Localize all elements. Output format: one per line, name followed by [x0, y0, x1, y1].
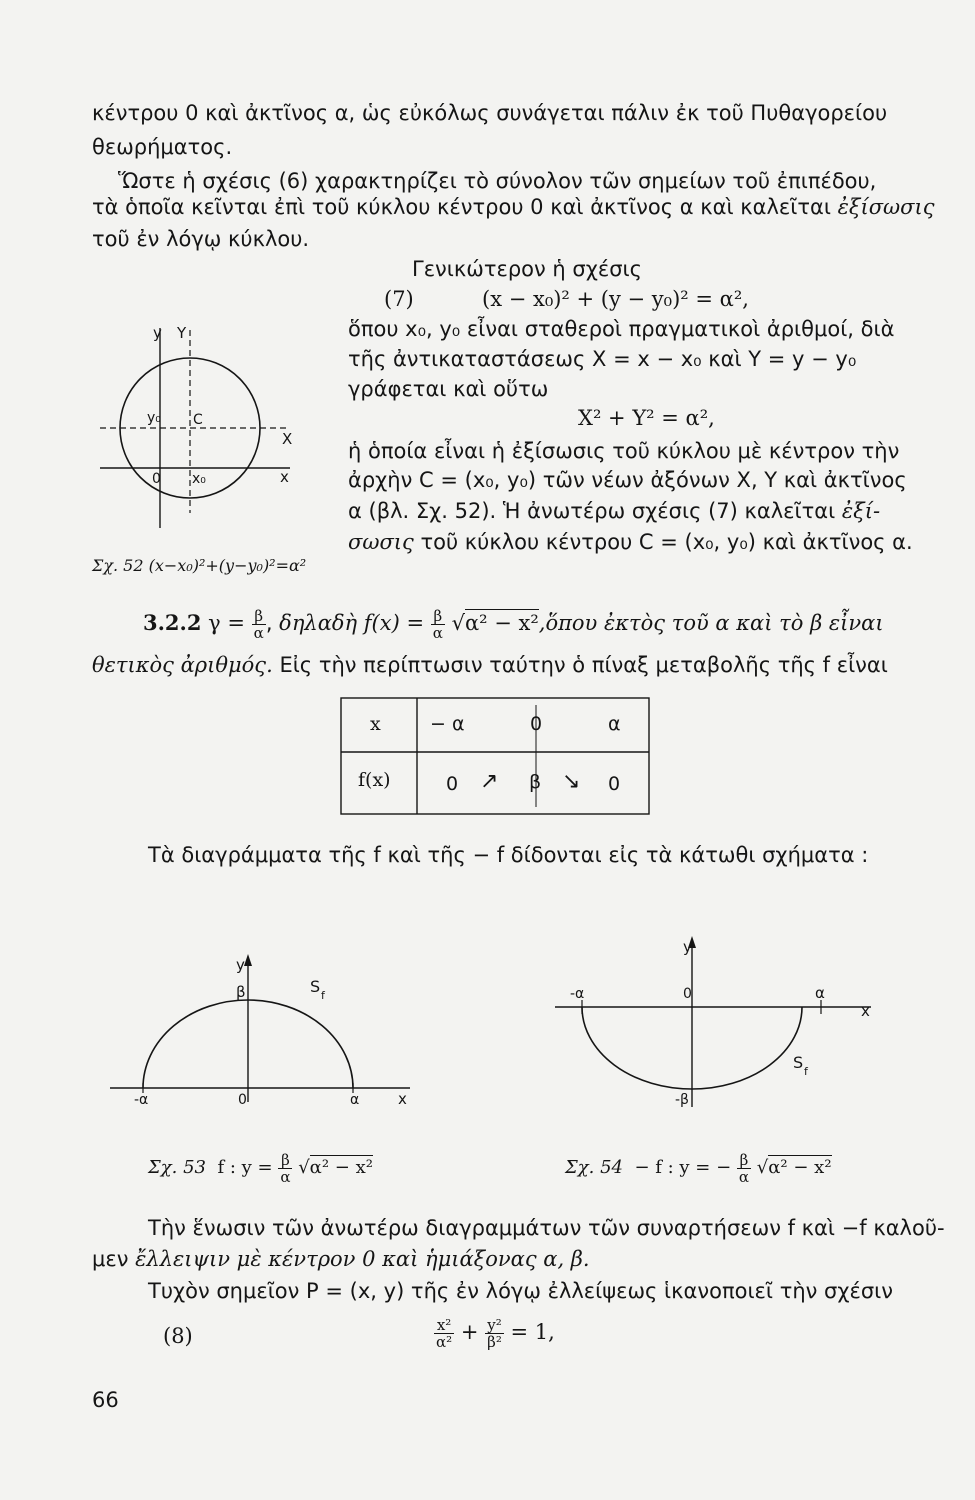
fraction-beta-alpha: [737, 1152, 751, 1185]
frac-num: y²: [485, 1317, 504, 1334]
section-number: 3.2.2: [143, 610, 202, 635]
label-zero: 0: [683, 986, 692, 1002]
sqrt-body: α² − x²: [768, 1157, 832, 1178]
caption-text: − f : y = −: [634, 1157, 732, 1178]
text-span: Εἰς τὴν περίπτωσιν ταύτην ὁ πίναξ μεταβολῆς τῆς f εἶναι: [279, 653, 888, 677]
table-cell-neg-a: − α: [430, 713, 465, 735]
text-line: γράφεται καὶ οὕτω: [348, 377, 549, 401]
fraction-y2-b2: [485, 1317, 504, 1350]
frac-den: α: [738, 1167, 750, 1186]
label-S-sub: f: [321, 989, 325, 1002]
text-line: Γενικώτερον ἡ σχέσις: [412, 257, 642, 281]
frac-num: β: [431, 608, 445, 625]
equation-7-label: (7): [384, 287, 414, 311]
label-y0: y₀: [147, 410, 161, 426]
section-3-2-2-line: 3.2.2 γ = $\frac{\beta}{\alpha}$ , δηλαδὴ f(x) = $\frac{\beta}{\alpha}$ √α² − x²,ὅπου ἐκτὸς τοῦ α καὶ τὸ β εἶναι: [143, 606, 884, 642]
text-span: α (βλ. Σχ. 52). Ἡ ἀνωτέρω σχέσις (7) καλεῖται: [348, 499, 836, 523]
fraction-beta-alpha: [278, 1152, 292, 1185]
table-cell-val: 0: [608, 773, 621, 795]
label-x: x: [861, 1002, 870, 1020]
frac-den: β²: [487, 1333, 502, 1351]
text-line: [92, 652, 888, 678]
equation-7: (x − x₀)² + (y − y₀)² = α²,: [482, 287, 749, 311]
figure-52-caption: Σχ. 52 (x−x₀)²+(y−y₀)²=α²: [92, 556, 307, 575]
y-arrow-icon: [244, 954, 252, 966]
frac-den: α: [280, 1167, 291, 1186]
equals-one: = 1,: [510, 1320, 555, 1344]
text-line: [92, 194, 935, 220]
label-zero: 0: [238, 1092, 247, 1108]
table-cell-beta: β: [529, 771, 542, 793]
page-number: 66: [92, 1388, 119, 1412]
label-neg-beta: -β: [675, 1092, 689, 1108]
caption-label: Σχ. 53: [148, 1157, 206, 1178]
table-cell-zero: 0: [530, 713, 543, 735]
sqrt-body: α² − x²: [309, 1157, 373, 1178]
table-grid: [340, 697, 650, 815]
figure-53-caption: Σχ. 53 f : y = $\frac{\beta}{\alpha}$ √α² − x²: [148, 1150, 373, 1186]
caption-text: f : y =: [217, 1157, 273, 1178]
label-y: y: [153, 324, 162, 342]
label-x: x: [280, 468, 289, 486]
table-cell-val: 0: [446, 773, 459, 795]
label-y: y: [236, 956, 245, 974]
caption-label: Σχ. 54: [565, 1157, 623, 1178]
text-span: τὰ ὁποῖα κεῖνται ἐπὶ τοῦ κύκλου κέντρου 0 καὶ ἀκτῖνος α καὶ καλεῖται: [92, 195, 831, 219]
equation-8-label: (8): [163, 1324, 193, 1348]
label-neg-a: -α: [570, 986, 585, 1002]
table-cell-fx: f(x): [358, 769, 391, 791]
text-line: [348, 498, 880, 524]
fraction-beta-alpha: [252, 608, 266, 641]
text-line: Τὴν ἕνωσιν τῶν ἀνωτέρω διαγραμμάτων τῶν συναρτήσεων f καὶ −f καλοῦ-: [148, 1216, 945, 1240]
text-span: τοῦ κύκλου κέντρου C = (x₀, y₀) καὶ ἀκτῖνος α.: [420, 530, 913, 554]
text-line: θεωρήματος.: [92, 135, 233, 159]
label-neg-a: -α: [134, 1092, 149, 1108]
italic-term: ἐξίσωσις: [837, 195, 935, 219]
figure-53: [110, 950, 420, 1110]
label-Y: Y: [177, 324, 187, 342]
italic-term: ἐξί-: [841, 499, 881, 523]
label-x0: x₀: [192, 471, 206, 487]
variation-table: [340, 697, 650, 815]
label-zero: 0: [152, 471, 161, 487]
table-cell-a: α: [608, 713, 621, 735]
text-line: τοῦ ἐν λόγῳ κύκλου.: [92, 227, 310, 251]
plus-sign: +: [460, 1320, 479, 1344]
italic-term: ἔλλειψιν μὲ κέντρον 0 καὶ ἡμιάξονας α, β.: [135, 1247, 590, 1271]
label-C: C: [193, 412, 203, 428]
sqrt-body: α² − x²: [464, 611, 539, 635]
label-y: y: [683, 938, 692, 956]
increase-arrow-icon: ↗: [480, 769, 499, 794]
equation-8: [434, 1310, 555, 1354]
text-line: Τὰ διαγράμματα τῆς f καὶ τῆς − f δίδονται εἰς τὰ κάτωθι σχήματα :: [148, 843, 869, 867]
decrease-arrow-icon: ↘: [562, 769, 581, 794]
text-line: τῆς ἀντικαταστάσεως X = x − x₀ καὶ Y = y − y₀: [348, 347, 857, 371]
label-a: α: [350, 1092, 360, 1108]
label-S: S: [310, 977, 321, 996]
gamma-eq: γ =: [208, 611, 245, 635]
frac-den: α: [432, 623, 443, 642]
italic-term: δηλαδὴ f(x) =: [279, 611, 425, 635]
text-span: μεν: [92, 1247, 129, 1271]
fraction-beta-alpha: [431, 608, 445, 641]
label-beta: β: [236, 983, 246, 1001]
label-S-sub: f: [804, 1065, 808, 1078]
frac-num: β: [737, 1152, 751, 1169]
italic-term: θετικὸς ἀριθμός.: [92, 653, 273, 677]
text-line: ἀρχὴν C = (x₀, y₀) τῶν νέων ἀξόνων X, Y καὶ ἀκτῖνος: [348, 468, 907, 492]
label-S: S: [793, 1053, 804, 1072]
figure-54-caption: Σχ. 54 − f : y = − $\frac{\beta}{\alpha}$ √α² − x²: [565, 1150, 832, 1186]
table-cell-x: x: [370, 713, 381, 735]
fraction-x2-a2: [434, 1317, 454, 1350]
text-line: ὅπου x₀, y₀ εἶναι σταθεροὶ πραγματικοὶ ἀριθμοί, διὰ: [348, 317, 895, 341]
label-a: α: [815, 984, 825, 1002]
text-line: κέντρου 0 καὶ ἀκτῖνος α, ὡς εὐκόλως συνάγεται πάλιν ἐκ τοῦ Πυθαγορείου: [92, 101, 888, 125]
text-line: Τυχὸν σημεῖον P = (x, y) τῆς ἐν λόγῳ ἐλλείψεως ἱκανοποιεῖ τὴν σχέσιν: [148, 1279, 893, 1303]
text-line: ἡ ὁποία εἶναι ἡ ἐξίσωσις τοῦ κύκλου μὲ κέντρον τὴν: [348, 439, 900, 463]
frac-num: β: [252, 608, 266, 625]
label-X: X: [282, 430, 293, 448]
text-line: [348, 529, 913, 555]
figure-52: [90, 318, 320, 578]
text-line: Ὥστε ἡ σχέσις (6) χαρακτηρίζει τὸ σύνολον τῶν σημείων τοῦ ἐπιπέδου,: [118, 169, 877, 193]
figure-54: [555, 932, 885, 1112]
italic-term: ,ὅπου ἐκτὸς τοῦ α καὶ τὸ β εἶναι: [538, 611, 884, 635]
frac-num: x²: [434, 1317, 454, 1334]
frac-num: β: [278, 1152, 292, 1169]
italic-term: σωσις: [348, 530, 414, 554]
text-line: [92, 1246, 590, 1272]
equation-circle: X² + Y² = α²,: [578, 406, 715, 430]
label-x: x: [398, 1090, 407, 1108]
frac-den: α: [253, 623, 264, 642]
frac-den: α²: [436, 1333, 453, 1351]
